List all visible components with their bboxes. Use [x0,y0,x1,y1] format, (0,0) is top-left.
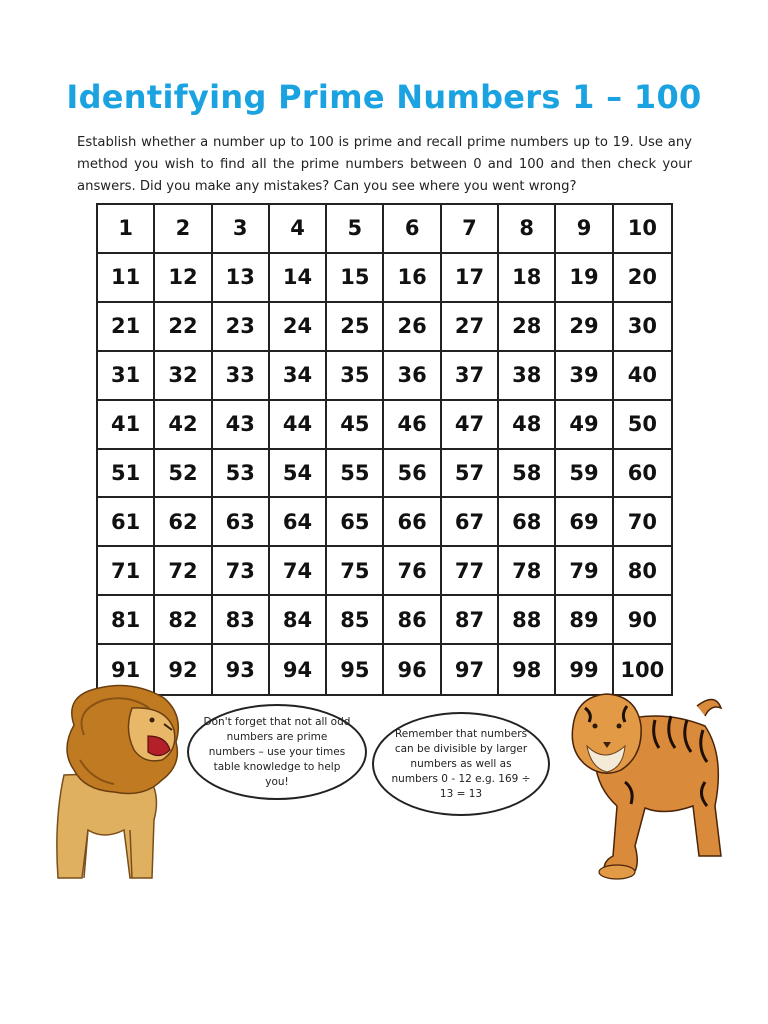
number-cell[interactable]: 11 [98,254,155,303]
number-cell[interactable]: 65 [327,498,384,547]
number-cell[interactable]: 57 [442,450,499,499]
number-cell[interactable]: 3 [213,205,270,254]
lion-illustration [44,680,194,880]
number-cell[interactable]: 49 [556,401,613,450]
number-cell[interactable]: 97 [442,645,499,694]
number-cell[interactable]: 81 [98,596,155,645]
number-cell[interactable]: 43 [213,401,270,450]
number-cell[interactable]: 53 [213,450,270,499]
number-cell[interactable]: 68 [499,498,556,547]
number-cell[interactable]: 41 [98,401,155,450]
number-cell[interactable]: 22 [155,303,212,352]
number-cell[interactable]: 70 [614,498,671,547]
number-cell[interactable]: 56 [384,450,441,499]
number-cell[interactable]: 29 [556,303,613,352]
number-cell[interactable]: 30 [614,303,671,352]
number-cell[interactable]: 27 [442,303,499,352]
number-cell[interactable]: 79 [556,547,613,596]
number-cell[interactable]: 82 [155,596,212,645]
number-cell[interactable]: 31 [98,352,155,401]
number-cell[interactable]: 21 [98,303,155,352]
number-cell[interactable]: 34 [270,352,327,401]
number-cell[interactable]: 62 [155,498,212,547]
number-cell[interactable]: 23 [213,303,270,352]
number-cell[interactable]: 38 [499,352,556,401]
number-cell[interactable]: 61 [98,498,155,547]
number-cell[interactable]: 50 [614,401,671,450]
number-cell[interactable]: 5 [327,205,384,254]
number-cell[interactable]: 75 [327,547,384,596]
number-cell[interactable]: 66 [384,498,441,547]
number-cell[interactable]: 76 [384,547,441,596]
number-cell[interactable]: 100 [620,657,665,682]
number-cell[interactable]: 1 [98,205,155,254]
number-cell[interactable]: 98 [499,645,556,694]
number-cell[interactable]: 2 [155,205,212,254]
number-cell[interactable]: 25 [327,303,384,352]
number-cell[interactable]: 90 [614,596,671,645]
speech-bubble-lion [187,704,367,800]
number-cell[interactable]: 4 [270,205,327,254]
number-cell[interactable]: 48 [499,401,556,450]
tiger-tip-text: Remember that numbers can be divisible by larger numbers as well as numbers 0 - 12 e.g. 169 ÷ 13 = 13 [391,727,531,800]
number-cell[interactable]: 9 [556,205,613,254]
number-cell[interactable]: 77 [442,547,499,596]
number-cell[interactable]: 39 [556,352,613,401]
number-cell[interactable]: 28 [499,303,556,352]
number-cell[interactable]: 99 [556,645,613,694]
number-cell[interactable]: 86 [384,596,441,645]
number-cell[interactable]: 88 [499,596,556,645]
number-cell[interactable]: 73 [213,547,270,596]
page-title: Identifying Prime Numbers 1 – 100 [66,78,702,116]
number-cell[interactable]: 91 [98,645,155,694]
number-cell[interactable]: 17 [442,254,499,303]
number-cell[interactable]: 46 [384,401,441,450]
number-cell[interactable]: 24 [270,303,327,352]
number-cell[interactable]: 52 [155,450,212,499]
number-cell[interactable]: 18 [499,254,556,303]
number-cell[interactable]: 80 [614,547,671,596]
number-cell[interactable]: 67 [442,498,499,547]
number-cell[interactable]: 33 [213,352,270,401]
number-cell[interactable]: 96 [384,645,441,694]
number-cell[interactable]: 14 [270,254,327,303]
number-cell[interactable]: 42 [155,401,212,450]
number-cell[interactable]: 13 [213,254,270,303]
number-cell[interactable]: 58 [499,450,556,499]
number-cell[interactable]: 6 [384,205,441,254]
number-cell[interactable]: 69 [556,498,613,547]
number-cell[interactable]: 72 [155,547,212,596]
number-cell[interactable]: 47 [442,401,499,450]
number-cell[interactable]: 85 [327,596,384,645]
number-cell[interactable]: 54 [270,450,327,499]
number-cell[interactable]: 71 [98,547,155,596]
number-cell[interactable]: 36 [384,352,441,401]
number-cell[interactable]: 92 [155,645,212,694]
number-cell[interactable]: 60 [614,450,671,499]
number-cell[interactable]: 64 [270,498,327,547]
number-cell[interactable]: 45 [327,401,384,450]
number-cell[interactable]: 32 [155,352,212,401]
number-cell[interactable]: 10 [614,205,671,254]
number-cell[interactable]: 84 [270,596,327,645]
number-cell[interactable]: 37 [442,352,499,401]
number-cell[interactable]: 19 [556,254,613,303]
number-cell[interactable]: 87 [442,596,499,645]
tiger-illustration [565,686,725,880]
number-cell[interactable]: 44 [270,401,327,450]
number-cell[interactable]: 63 [213,498,270,547]
number-cell[interactable]: 26 [384,303,441,352]
number-cell[interactable]: 78 [499,547,556,596]
number-cell[interactable]: 89 [556,596,613,645]
speech-bubble-tiger [372,712,550,816]
number-cell[interactable]: 40 [614,352,671,401]
number-cell[interactable]: 16 [384,254,441,303]
number-cell[interactable]: 15 [327,254,384,303]
number-cell[interactable]: 12 [155,254,212,303]
number-cell[interactable]: 55 [327,450,384,499]
number-cell[interactable]: 59 [556,450,613,499]
hundred-square-grid [96,203,673,696]
number-cell[interactable]: 20 [614,254,671,303]
number-cell[interactable]: 74 [270,547,327,596]
number-cell[interactable]: 93 [213,645,270,694]
instructions-text: Establish whether a number up to 100 is prime and recall prime numbers up to 19. Use any method you wish to find all the prime numbers between 0 and 100 and then check your answers. Did you make any mistakes? Can you see where you went wrong? [77,135,692,194]
number-cell[interactable]: 83 [213,596,270,645]
number-cell[interactable]: 35 [327,352,384,401]
number-cell[interactable]: 95 [327,645,384,694]
lion-tip-text: Don't forget that not all odd numbers are prime numbers – use your times table knowledge to help you! [203,715,351,788]
number-cell[interactable]: 7 [442,205,499,254]
number-cell[interactable]: 94 [270,645,327,694]
number-cell[interactable]: 8 [499,205,556,254]
number-cell[interactable]: 51 [98,450,155,499]
